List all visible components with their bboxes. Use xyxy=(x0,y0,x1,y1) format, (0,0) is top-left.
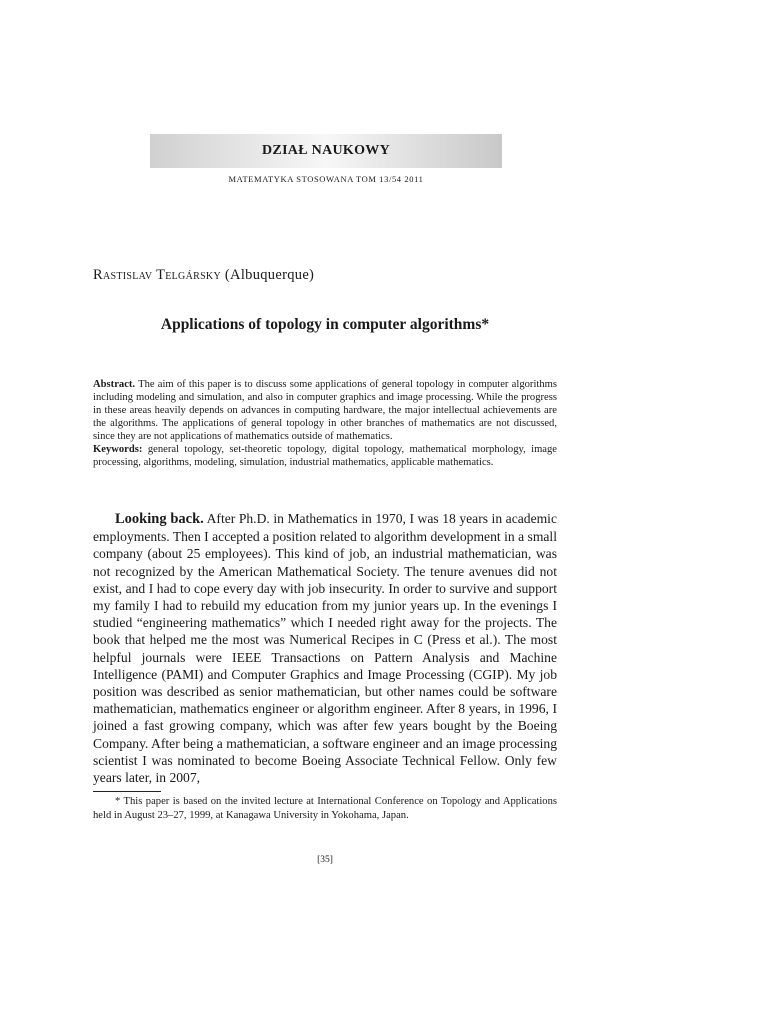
journal-info: MATEMATYKA STOSOWANA TOM 13/54 2011 xyxy=(228,174,424,184)
abstract-label: Abstract. xyxy=(93,379,136,390)
section-banner xyxy=(150,134,502,168)
body-paragraph xyxy=(93,510,557,786)
keywords-text: general topology, set-theoretic topology, digital topology, mathematical morphology, image processing, algorithms, modeling, simulation, industrial mathematics, applicable mathematics. xyxy=(93,444,558,468)
section-title: DZIAŁ NAUKOWY xyxy=(262,143,390,158)
footnote-rule xyxy=(93,791,161,792)
paper-title: Applications of topology in computer algorithms* xyxy=(160,316,490,333)
author-affiliation: (Albuquerque) xyxy=(224,267,315,283)
abstract xyxy=(93,378,557,469)
keywords-label: Keywords: xyxy=(93,444,143,455)
footnote: * This paper is based on the invited lecture at International Conference on Topology and Applications held in August 23–27, 1999, at Kanagawa University in Yokohama, Japan. xyxy=(93,796,557,821)
author-line xyxy=(93,267,314,284)
page-number: [35] xyxy=(317,855,333,865)
section-run-head: Looking back. xyxy=(115,511,204,527)
author-name: Rastislav Telgársky xyxy=(93,267,221,283)
abstract-text: The aim of this paper is to discuss some applications of general topology in computer algorithms including modeling and simulation, and also in computer graphics and image processing. While the progress in these areas heavily depends on advances in computing hardware, the major intellectual achievements are the algorithms. The applications of general topology in other branches of mathematics are not discussed, since they are not applications of mathematics outside of mathematics. xyxy=(93,379,557,442)
body-paragraph-text: After Ph.D. in Mathematics in 1970, I was 18 years in academic employments. Then I accepted a position related to algorithm development in a small company (about 25 employees). This kind of job, an industrial mathematician, was not recognized by the American Mathematical Society. The tenure avenues did not exist, and I had to cope every day with job insecurity. In order to survive and support my family I had to rebuild my education from my junior years up. In the evenings I studied “engineering mathematics” which I needed right away for the projects. The book that helped me the most was Numerical Recipes in C (Press et al.). The most helpful journals were IEEE Transactions on Pattern Analysis and Machine Intelligence (PAMI) and Computer Graphics and Image Processing (CGIP). My job position was described as senior mathematician, but other names could be software mathematician, mathematics engineer or algorithm engineer. After 8 years, in 1996, I joined a fast growing company, which was after few years bought by the Boeing Company. After being a mathematician, a software engineer and an image processing scientist I was nominated to become Boeing Associate Technical Fellow. Only few years later, in 2007, xyxy=(93,511,557,786)
